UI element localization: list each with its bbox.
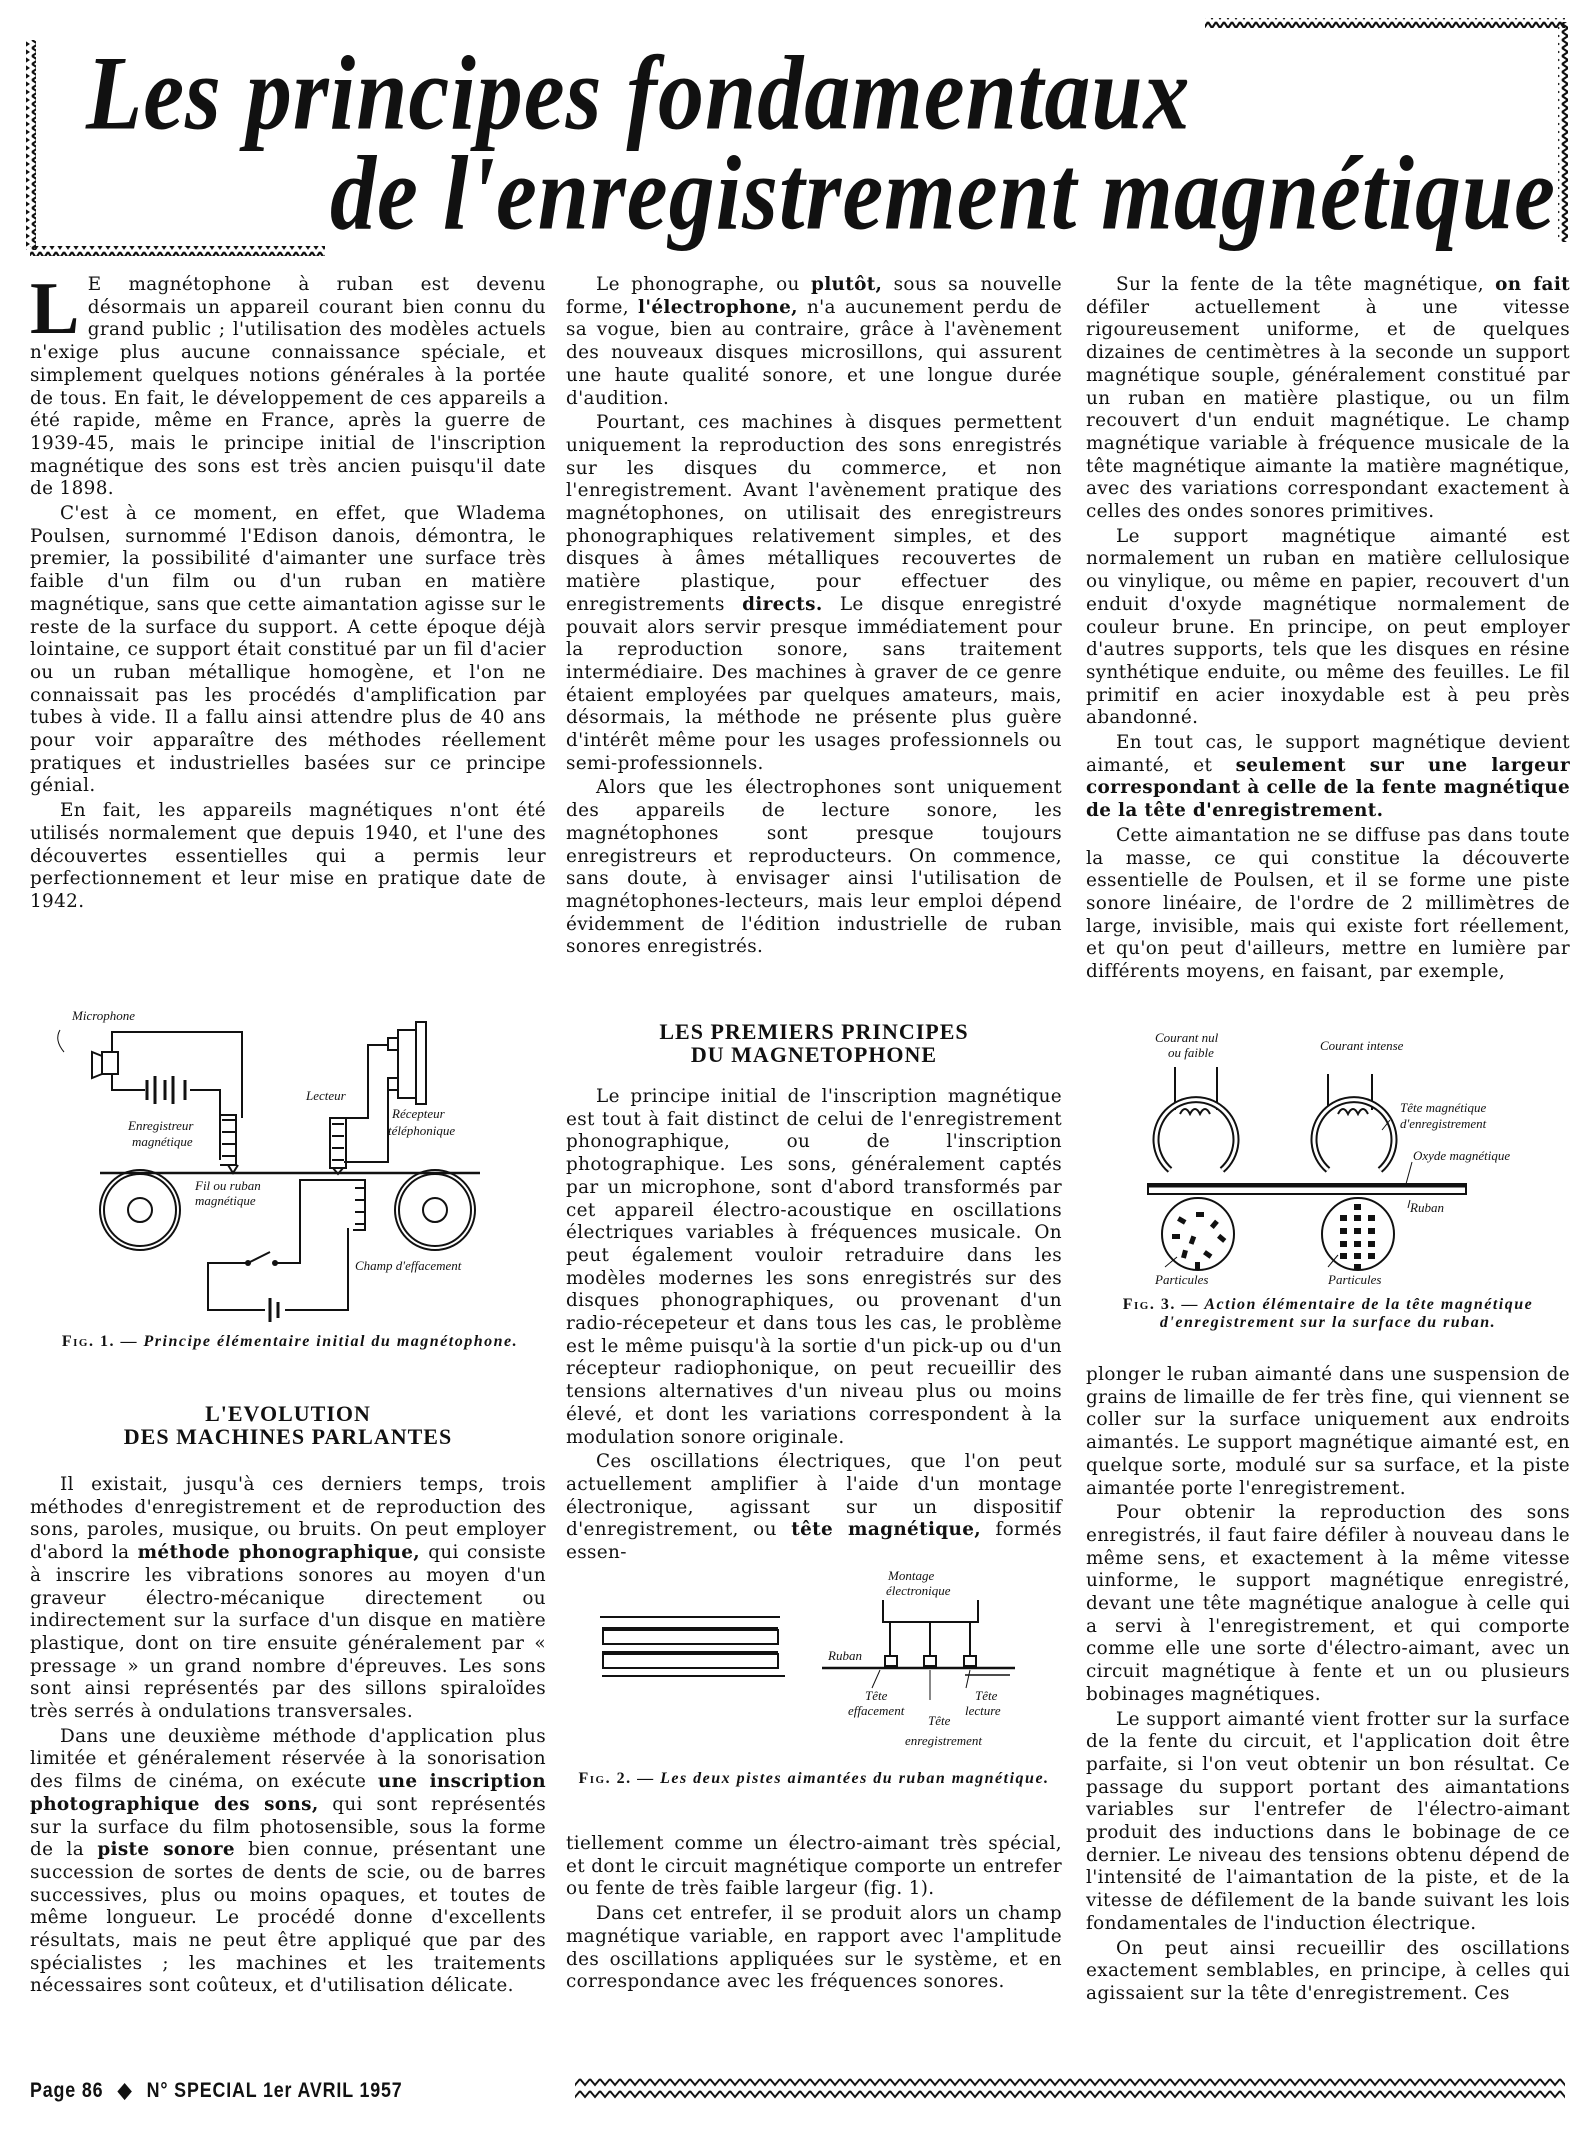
fig2-label-tete-effacement: effacement [848,1703,905,1718]
section-heading-evolution [30,1402,546,1448]
text-run: Alors que les électrophones sont uniquement des appareils de lecture sonore, les magnétophones sont presque toujours enregistreurs et reproducteurs. On commence, sans doute, à envisager ainsi l'utilisation de magnétophones-lecteurs, mais leur emploi dépend évidemment de l'édition industrielle de ruban sonores enregistrés. [566,777,1062,958]
paragraph [30,1474,546,1724]
fig1-label-enregistreur: magnétique [132,1134,193,1149]
text-run: On peut ainsi recueillir des oscillations exactement semblables, en principe, à celles qui agissaient sur la tête d'enregistrement. Ces [1086,1937,1570,2004]
figure-number: Fig. 1. — [61,1333,138,1350]
text-run: défiler actuellement à une vitesse rigoureusement uniforme, et de quelques dizaines de centimètres à la seconde un support magnétique souple, généralement constitué par un ruban en matière plastique, ou un film recouvert d'un enduit magnétique. Le champ magnétique variable à fréquence musicale de la tête magnétique aimante la matière magnétique, avec des variations correspondant exactement à celles des ondes sonores primitives. [1086,296,1570,523]
bold-text: tête magnétique, [791,1519,982,1541]
text-run: Pour obtenir la reproduction des sons enregistrés, il faut faire défiler à nouveau dans le même sens, et exactement à la même vitesse uinforme, le support magnétique enregistré, devant une tête magnétique analogue à celle qui a servi à l'enregistrement, et qui comporte comme elle une sorte d'électro-aimant, avec un circuit magnétique à fente et un ou plusieurs bobinages magnétiques. [1086,1502,1570,1705]
article-title-line-1: Les principes fondamentaux [86,34,1191,152]
fig1-label-enregistreur: Enregistreur [128,1118,194,1133]
text-run: qui sont représentés sur la surface du film photosensible, sous la forme de la [30,1793,546,1861]
paragraph [30,800,546,914]
bold-text: directs. [742,593,823,615]
column-3-continuation [1086,1364,1570,2008]
figure-3-caption [1086,1296,1570,1332]
column-2-intro [566,274,1062,961]
text-run: E magnétophone à ruban est devenu désormais un appareil courant bien connu du grand public ; l'utilisation des modèles actuels n'exige plus aucune connaissance spéciale, et simplement quelques notions générales à la portée de tous. En fait, le développement de ces appareils a été rapide, même en France, après la guerre de 1939-45, mais le principe initial de l'inscription magnétique des sons est très ancien puisqu'il date de 1898. [30,274,546,500]
fig3-label-tete: d'enregistrement [1400,1116,1487,1131]
paragraph [1086,1938,1570,2006]
text-run: Le disque enregistré pouvait alors servir presque immédiatement pour la reproduction sonore, sans traitement intermédiaire. Des machines à graver de ce genre étaient employées par quelques amateurs, mais, désormais, la méthode ne présente plus guère d'intérêt même pour les usages professionnels ou semi-professionnels. [566,593,1062,774]
fig1-label-microphone: Microphone [72,1008,136,1023]
text-run: Le principe initial de l'inscription magnétique est tout à fait distinct de celui de l'enregistrement phonographique, ou de l'inscription photographique. Les sons, généralement captés par un microphone, sont d'abord transformés par cet appareil électro-acoustique en oscillations électriques variables à fréquences musicale. On peut également vouloir retraduire dans les modèles modernes les sons enregistrés sur des disques phonographiques, ou provenant d'un radio-récepeteur et dans tous les cas, le problème est le même puisqu'à la sortie d'un pick-up ou d'un récepteur radiophonique, on peut recueillir des tensions alternatives d'un niveau plus ou moins élevé, et dont les variations correspondent à la modulation sonore originale. [566,1086,1062,1448]
footer-zigzag [575,2090,1565,2102]
figure-caption-text: Action élémentaire de la tête magnétique d'enregistrement sur la surface du ruban. [1159,1296,1534,1331]
paragraph [566,1833,1062,1901]
text-run: formés essen- [566,1519,1062,1564]
paragraph [1086,274,1570,524]
text-run: sous sa nouvelle forme, [566,274,1062,318]
fig3-label-courant-nul: ou faible [1168,1045,1214,1060]
figure-2-caption [566,1770,1062,1788]
fig3-label-ruban: Ruban [1410,1200,1444,1215]
figure-number: Fig. 3. — [1122,1296,1199,1313]
text-run: qui consiste à inscrire les vibrations sonores au moyen d'un graveur électro-mécanique directement ou indirectement sur la surface d'un disque en matière plastique, dont on tire ensuite généralement par « pressage » un grand nombre d'épreuves. Les sons sont ainsi représentés par des sillons spiraloïdes très serrés à ondulations transversales. [30,1542,547,1723]
paragraph [1086,1709,1570,1936]
text-run: En fait, les appareils magnétiques n'ont été utilisés normalement que depuis 1940, et l'une des découvertes essentielles qui a permis leur perfectionnement et leur mise en pratique date de 1942. [30,800,546,912]
footer-separator-icon: ◆ [117,2079,133,2102]
column-2-section [566,1086,1062,1567]
text-run: En tout cas, le support magnétique devient aimanté, et [1086,732,1570,776]
section-heading-premiers-principes [566,1020,1062,1066]
fig3-label-courant-intense: Courant intense [1320,1038,1404,1053]
fig2-label-tete-effacement: Tête [865,1688,888,1703]
fig2-label-montage: Montage [888,1568,935,1583]
fig2-label-ruban: Ruban [828,1648,862,1663]
heading-line: DU MAGNETOPHONE [690,1042,938,1067]
fig2-label-tete-lecture: lecture [965,1703,1001,1718]
text-run: n'a aucunement perdu de sa vogue, bien au contraire, grâce à l'avènement des nouveaux disques microsillons, qui assurent une haute qualité sonore, et une longue durée d'audition. [566,296,1062,409]
fig3-label-courant-nul: Courant nul [1155,1030,1219,1045]
figure-2-diagram [560,1560,1070,1765]
column-1-intro [30,268,546,916]
paragraph [1086,1502,1570,1706]
text-run: tiellement comme un électro-aimant très spécial, et dont le circuit magnétique comporte un entrefer ou fente de très faible largeur (fig. 1). [566,1833,1062,1900]
bold-text: seulement sur une largeur correspondant à celle de la fente magnétique de la tête d'enregistrement. [1086,754,1570,822]
text-run: Il existait, jusqu'à ces derniers temps, trois méthodes d'enregistrement et de reproduction des sons, paroles, musique, ou bruits. On peut employer d'abord la [30,1474,546,1564]
fig1-label-ruban: magnétique [195,1193,256,1208]
bold-text: on fait [1495,274,1570,295]
paragraph [30,268,546,501]
column-1-section [30,1474,546,2000]
fig1-label-ruban: Fil ou ruban [195,1178,261,1193]
paragraph [30,503,546,798]
text-run: bien connue, présentant une succession de sortes de dents de scie, ou de barres successives, plus ou moins opaques, et toutes de même longueur. Le procédé donne d'excellents résultats, mais ne peut être appliqué que par des spécialistes ; les machines et les traitements nécessaires sont coûteux, et d'utilisation délicate. [30,1839,546,1997]
text-run: Dans une deuxième méthode d'application plus limitée et généralement réservée à la sonorisation des films de cinéma, on exécute [30,1725,546,1793]
column-3-intro [1086,274,1570,986]
bold-text: une inscription photographique des sons, [30,1771,546,1815]
fig1-label-lecteur: Lecteur [306,1088,346,1103]
figure-number: Fig. 2. — [578,1770,655,1787]
paragraph [566,274,1062,410]
bold-text: l'électrophone, [638,296,798,318]
fig3-label-particules: Particules [1328,1272,1382,1287]
paragraph [566,1086,1062,1449]
figure-caption-text: Les deux pistes aimantées du ruban magnétique. [660,1770,1050,1787]
bold-text: piste sonore [97,1839,235,1861]
paragraph [1086,825,1570,984]
heading-line: LES PREMIERS PRINCIPES [659,1019,969,1044]
paragraph [566,1451,1062,1565]
fig2-label-tete-enregistrement: Tête [928,1713,951,1728]
fig1-label-recepteur: Récepteur [392,1106,445,1121]
paragraph [30,1726,546,1998]
paragraph [566,777,1062,959]
paragraph [1086,732,1570,823]
fig1-label-effacement: Champ d'effacement [355,1258,462,1273]
text-run: C'est à ce moment, en effet, que Wladema Poulsen, surnommé l'Edison danois, démontra, le premier, la possibilité d'aimanter une surface très faible d'un film ou d'un ruban en matière magnétique, sans que cette aimantation agisse sur le reste de la surface du support. A cette époque déjà lointaine, ce support était constitué par un fil d'acier ou un ruban métallique homogène, et l'on ne connaissait pas les procédés d'amplification par tubes à vide. Il a fallu ainsi attendre plus de 40 ans pour voir apparaître des méthodes réellement pratiques et industrielles basées sur ce principe génial. [30,503,546,797]
text-run: Le support magnétique aimanté est normalement un ruban en matière cellulosique ou vinylique, ou même en papier, recouvert d'un enduit d'oxyde magnétique normalement de couleur brune. En principe, on peut employer d'autres supports, tels que les disques en résine synthétique enduite, ou même des feuilles. Le fil primitif en acier inoxydable est à peu près abandonné. [1086,525,1570,729]
heading-line: L'EVOLUTION [205,1401,371,1426]
border-bottom-left [30,246,325,256]
paragraph [1086,1364,1570,1500]
figure-1-caption [50,1333,530,1351]
border-top-right [1205,18,1565,28]
fig3-label-tete: Tête magnétique [1400,1100,1487,1115]
text-run: Dans cet entrefer, il se produit alors un champ magnétique variable, en rapport avec l'amplitude des oscillations appliquées sur le système, et en correspondance avec les fréquences sonores. [566,1903,1062,1993]
text-run: Ces oscillations électriques, que l'on peut actuellement amplifier à l'aide d'un montage électronique, agissant sur un dispositif d'enregistrement, ou [566,1451,1062,1541]
footer-zigzag [575,2078,1565,2090]
text-run: Cette aimantation ne se diffuse pas dans toute la masse, ce qui constitue la découverte essentielle de Poulsen, et il se forme une piste sonore linéaire, de l'ordre de 2 millimètres de large, invisible, mais qui existe fort réellement, et qu'on peut d'ailleurs, mettre en lumière par différents moyens, en faisant, par exemple, [1086,824,1570,983]
fig2-label-tete-lecture: Tête [975,1688,998,1703]
page-footer [30,2078,411,2103]
drop-cap: L [30,268,80,350]
page-number: Page 86 [30,2079,104,2102]
fig1-label-recepteur: téléphonique [388,1123,456,1138]
fig3-label-oxyde: Oxyde magnétique [1413,1148,1511,1163]
fig2-label-tete-enregistrement: enregistrement [905,1733,983,1748]
fig2-label-montage: électronique [886,1583,951,1598]
article-title-line-2: de l'enregistrement magnétique [330,134,1556,252]
text-run: Pourtant, ces machines à disques permettent uniquement la reproduction des sons enregistrés sur les disques du commerce, et non l'enregistrement. Avant l'avènement pratique des magnétophones, on utilisait des enregistreurs phonographiques relativement simples, et des disques à âmes métalliques recouvertes de matière plastique, pour effectuer des enregistrements [566,412,1062,615]
border-right [1558,22,1568,242]
text-run: Le support aimanté vient frotter sur la surface de la fente du circuit, et l'application doit être parfaite, si l'on veut obtenir un bon résultat. Ce passage du support portant des aimantations variables sur l'entrefer de l'électro-aimant produit des inductions dans le bobinage de ce dernier. Le niveau des tensions obtenu dépend de l'intensité de l'aimantation de la piste, et de la vitesse de défilement de la bande suivant les lois fondamentales de l'induction électrique. [1086,1708,1570,1934]
bold-text: méthode phonographique, [137,1542,421,1564]
paragraph [566,412,1062,775]
paragraph [1086,526,1570,730]
fig3-label-particules: Particules [1155,1272,1209,1287]
issue-info: N° SPECIAL 1er AVRIL 1957 [146,2079,403,2102]
paragraph [566,1903,1062,1994]
figure-caption-text: Principe élémentaire initial du magnétophone. [143,1333,519,1350]
bold-text: plutôt, [810,274,883,295]
column-2-continuation [566,1833,1062,1996]
text-run: plonger le ruban aimanté dans une suspension de grains de limaille de fer très fine, qui viennent se coller sur la surface uniquement aux endroits aimantés. Le support magnétique aimanté est, en quelque sorte, modulé sur sa surface, et la piste aimantée porte l'enregistrement. [1086,1364,1570,1499]
figure-3-diagram [1100,1022,1580,1297]
text-run: Sur la fente de la tête magnétique, [1116,274,1496,295]
border-left [26,40,36,250]
heading-line: DES MACHINES PARLANTES [123,1424,453,1449]
text-run: Le phonographe, ou [596,274,811,295]
figure-1-diagram [30,1000,546,1326]
